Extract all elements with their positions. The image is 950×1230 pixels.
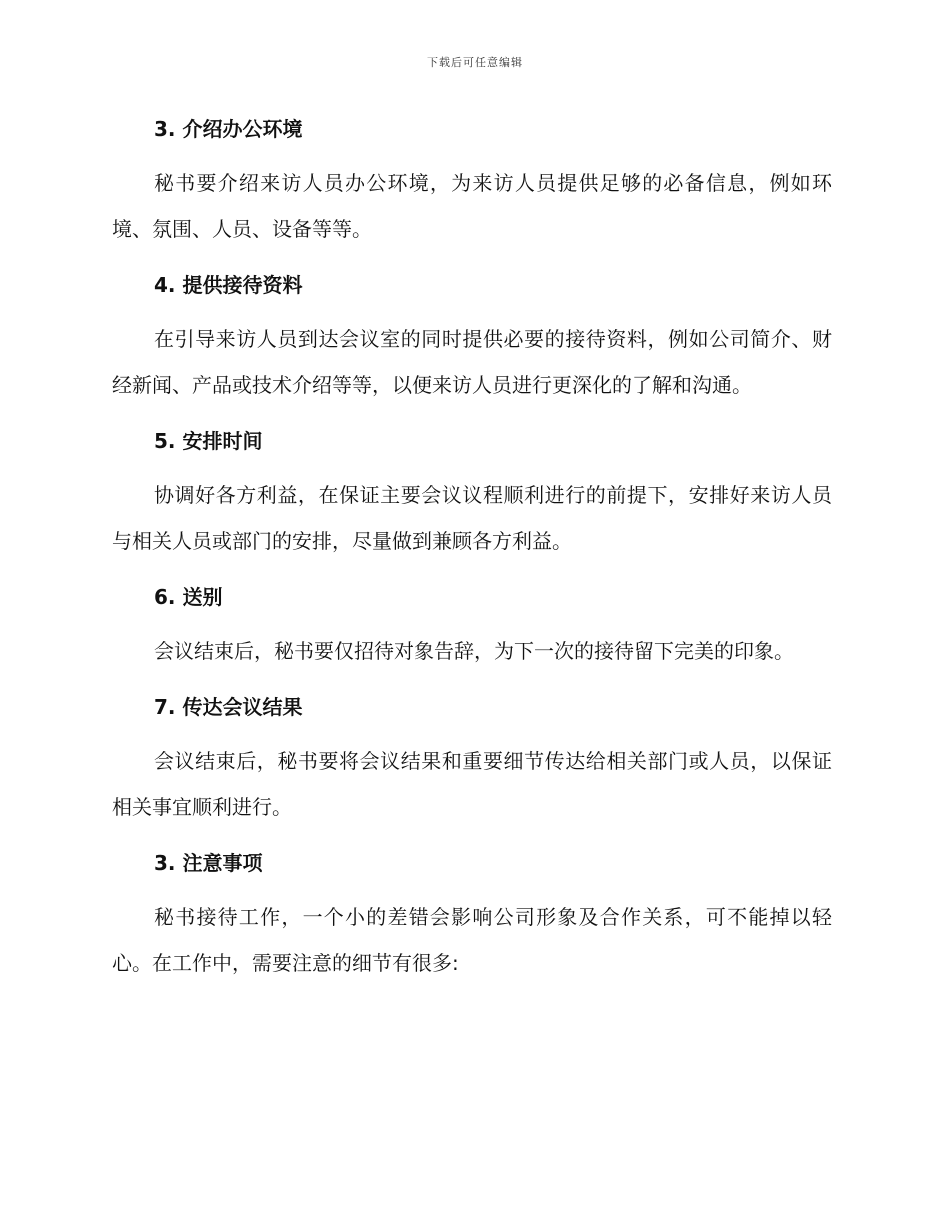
section-paragraph: 秘书要介绍来访人员办公环境，为来访人员提供足够的必备信息，例如环境、氛围、人员、设备等等。 (112, 171, 832, 241)
section-paragraph: 协调好各方利益，在保证主要会议议程顺利进行的前提下，安排好来访人员与相关人员或部门的安排，尽量做到兼顾各方利益。 (112, 483, 832, 553)
section-paragraph: 在引导来访人员到达会议室的同时提供必要的接待资料，例如公司简介、财经新闻、产品或技术介绍等等，以便来访人员进行更深化的了解和沟通。 (112, 327, 832, 397)
section-heading: 3. 注意事项 (154, 851, 263, 875)
section-paragraph: 会议结束后，秘书要仅招待对象告辞，为下一次的接待留下完美的印象。 (154, 639, 794, 663)
section-heading: 7. 传达会议结果 (154, 695, 303, 719)
section-paragraph: 会议结束后，秘书要将会议结果和重要细节传达给相关部门或人员，以保证相关事宜顺利进行。 (112, 749, 832, 819)
section-heading: 3. 介绍办公环境 (154, 117, 303, 141)
section-heading: 6. 送别 (154, 585, 223, 609)
section-paragraph: 秘书接待工作，一个小的差错会影响公司形象及合作关系，可不能掉以轻心。在工作中，需要注意的细节有很多: (112, 905, 832, 975)
document-body (112, 110, 832, 1000)
page-header: 下载后可任意编辑 (427, 56, 523, 69)
section-heading: 5. 安排时间 (154, 429, 263, 453)
section-heading: 4. 提供接待资料 (154, 273, 303, 297)
